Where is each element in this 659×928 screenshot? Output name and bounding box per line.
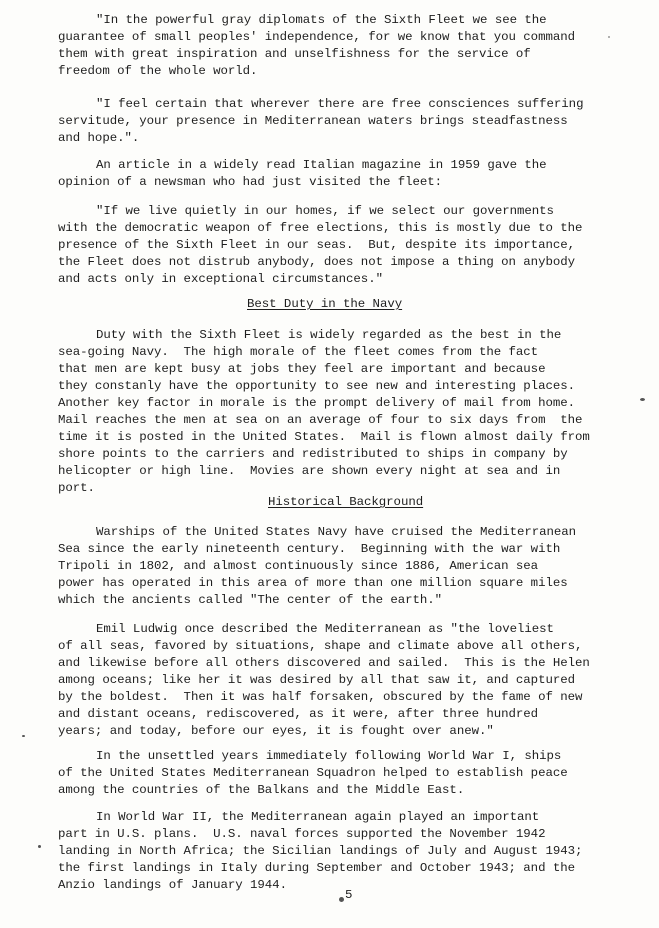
text-line: time it is posted in the United States. Mail is flown almost daily from	[58, 430, 590, 444]
text-line: presence of the Sixth Fleet in our seas. But, despite its importance,	[58, 238, 575, 252]
text-line: freedom of the whole world.	[58, 64, 258, 78]
text-line: helicopter or high line. Movies are shown every night at sea and in	[58, 464, 561, 478]
text-line: and acts only in exceptional circumstances."	[58, 272, 383, 286]
text-line: shore points to the carriers and redistributed to ships in company by	[58, 447, 568, 461]
text-line: by the boldest. Then it was half forsaken, obscured by the fame of new	[58, 690, 583, 704]
text-line: landing in North Africa; the Sicilian landings of July and August 1943;	[58, 844, 583, 858]
scan-speck	[608, 36, 610, 38]
text-line: Tripoli in 1802, and almost continuously since 1886, American sea	[58, 559, 539, 573]
text-line: In World War II, the Mediterranean again played an important	[96, 810, 540, 824]
text-line: that men are kept busy at jobs they feel are important and because	[58, 362, 546, 376]
text-line: power has operated in this area of more than one million square miles	[58, 576, 568, 590]
text-line: among oceans; like her it was desired by all that saw it, and captured	[58, 673, 575, 687]
scan-speck	[640, 398, 645, 401]
text-line: guarantee of small peoples' independence, for we know that you command	[58, 30, 575, 44]
text-line: "If we live quietly in our homes, if we select our governments	[96, 204, 554, 218]
text-line: the first landings in Italy during September and October 1943; and the	[58, 861, 575, 875]
section-heading: Best Duty in the Navy	[247, 297, 403, 311]
scan-speck	[38, 845, 41, 848]
text-line: of the United States Mediterranean Squadron helped to establish peace	[58, 766, 568, 780]
scan-speck	[22, 735, 25, 737]
text-line: opinion of a newsman who had just visited the fleet:	[58, 175, 443, 189]
text-line: servitude, your presence in Mediterranean waters brings steadfastness	[58, 114, 568, 128]
text-line: years; and today, before our eyes, it is fought over anew."	[58, 724, 494, 738]
text-line: they constanly have the opportunity to see new and interesting places.	[58, 379, 575, 393]
text-line: Mail reaches the men at sea on an average of four to six days from the	[58, 413, 583, 427]
text-line: Another key factor in morale is the prompt delivery of mail from home.	[58, 396, 575, 410]
text-line: the Fleet does not distrub anybody, does not impose a thing on anybody	[58, 255, 575, 269]
text-line: and hope.".	[58, 131, 140, 145]
text-line: Duty with the Sixth Fleet is widely regarded as the best in the	[96, 328, 562, 342]
text-line: Emil Ludwig once described the Mediterranean as "the loveliest	[96, 622, 554, 636]
text-line: sea-going Navy. The high morale of the fleet comes from the fact	[58, 345, 539, 359]
text-line: with the democratic weapon of free elections, this is mostly due to the	[58, 221, 583, 235]
text-line: part in U.S. plans. U.S. naval forces supported the November 1942	[58, 827, 546, 841]
text-line: "In the powerful gray diplomats of the Sixth Fleet we see the	[96, 13, 547, 27]
scan-speck	[339, 897, 344, 902]
text-line: Warships of the United States Navy have cruised the Mediterranean	[96, 525, 577, 539]
text-line: of all seas, favored by situations, shape and climate above all others,	[58, 639, 583, 653]
page-number: 5	[345, 888, 353, 902]
text-line: which the ancients called "The center of the earth."	[58, 593, 443, 607]
section-heading: Historical Background	[268, 495, 424, 509]
text-line: "I feel certain that wherever there are free consciences suffering	[96, 97, 584, 111]
text-line: Anzio landings of January 1944.	[58, 878, 287, 892]
text-line: In the unsettled years immediately following World War I, ships	[96, 749, 562, 763]
text-line: port.	[58, 481, 95, 495]
text-line: Sea since the early nineteenth century. Beginning with the war with	[58, 542, 561, 556]
text-line: among the countries of the Balkans and the Middle East.	[58, 783, 465, 797]
text-line: An article in a widely read Italian magazine in 1959 gave the	[96, 158, 547, 172]
text-line: and distant oceans, rediscovered, as it were, after three hundred	[58, 707, 539, 721]
text-line: them with great inspiration and unselfishness for the service of	[58, 47, 531, 61]
text-line: and likewise before all others discovered and sailed. This is the Helen	[58, 656, 590, 670]
